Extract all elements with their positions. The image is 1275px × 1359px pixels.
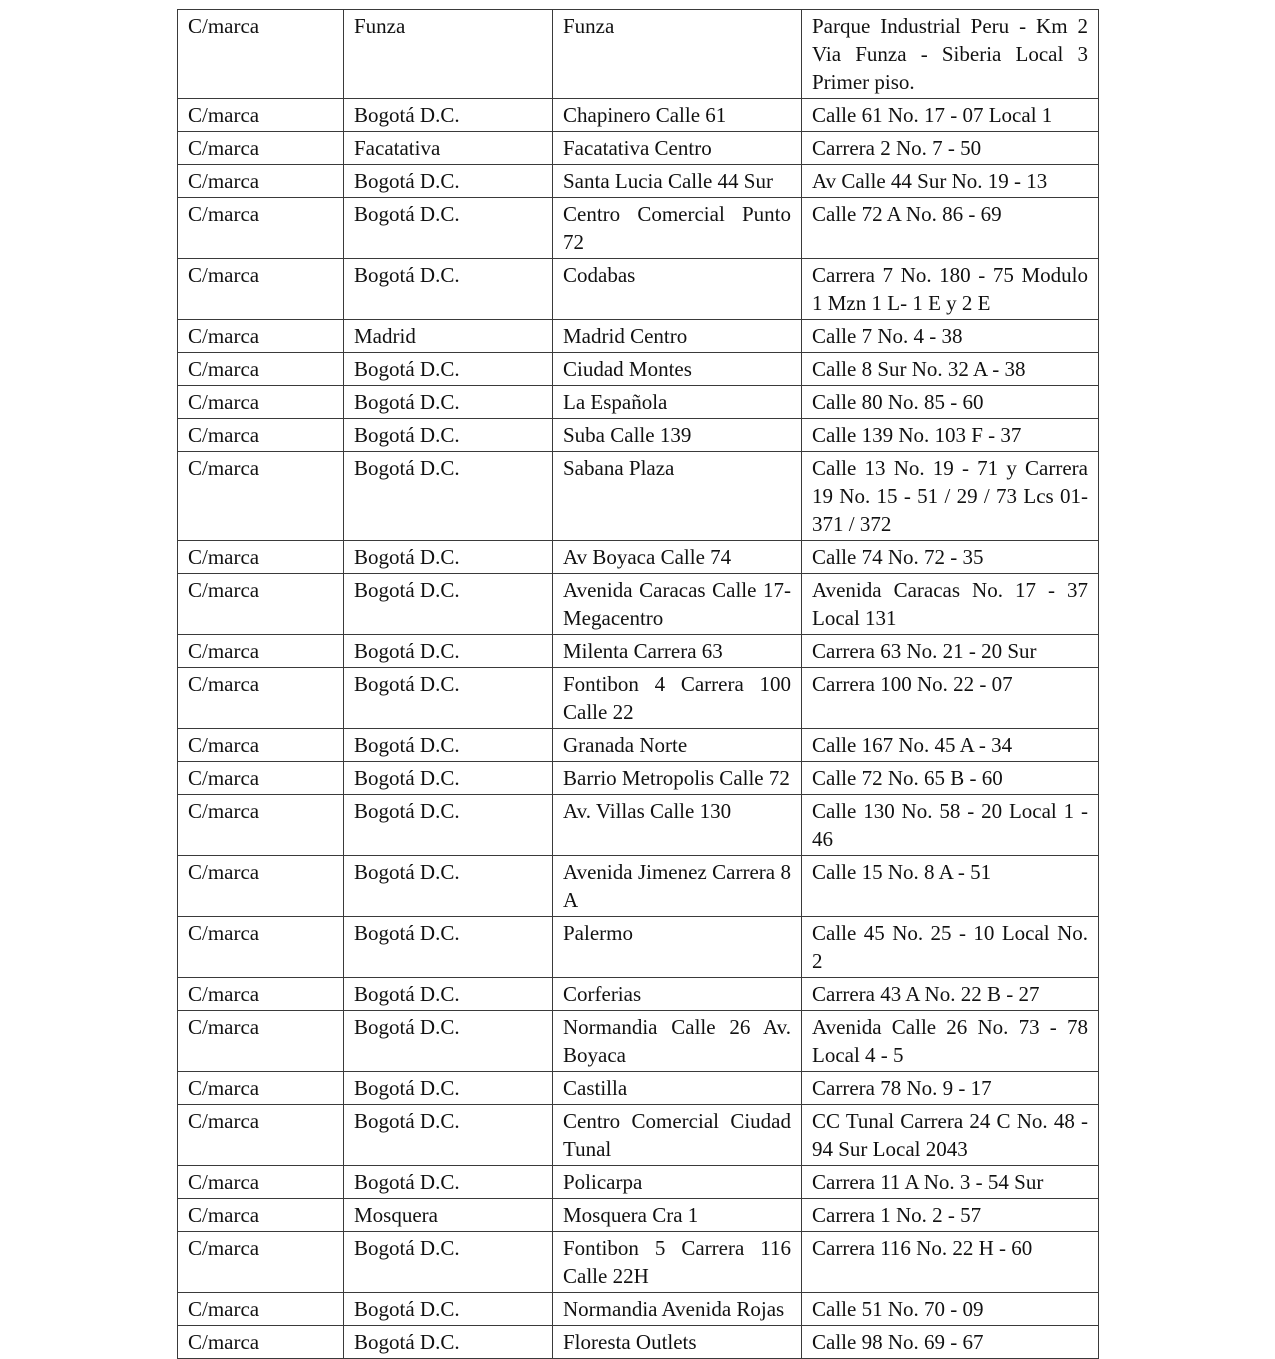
department-cell: C/marca [178, 1326, 344, 1359]
branch-name-cell: Granada Norte [553, 729, 802, 762]
table-row [178, 762, 1099, 795]
city-cell: Bogotá D.C. [344, 856, 553, 917]
branch-name-cell: Centro Comercial Punto 72 [553, 198, 802, 259]
address-cell: Calle 45 No. 25 - 10 Local No. 2 [802, 917, 1099, 978]
department-cell: C/marca [178, 574, 344, 635]
branch-name-cell: Castilla [553, 1072, 802, 1105]
branch-name-cell: Suba Calle 139 [553, 419, 802, 452]
table-row [178, 353, 1099, 386]
address-cell: Carrera 43 A No. 22 B - 27 [802, 978, 1099, 1011]
table-row [178, 320, 1099, 353]
branch-name-cell: Avenida Caracas Calle 17-Megacentro [553, 574, 802, 635]
address-cell: Avenida Caracas No. 17 - 37 Local 131 [802, 574, 1099, 635]
branch-name-cell: Policarpa [553, 1166, 802, 1199]
department-cell: C/marca [178, 1166, 344, 1199]
table-row [178, 1105, 1099, 1166]
branch-table-body [178, 10, 1099, 1359]
address-cell: Calle 61 No. 17 - 07 Local 1 [802, 99, 1099, 132]
table-row [178, 1011, 1099, 1072]
table-row [178, 1199, 1099, 1232]
address-cell: Carrera 78 No. 9 - 17 [802, 1072, 1099, 1105]
address-cell: Calle 130 No. 58 - 20 Local 1 - 46 [802, 795, 1099, 856]
city-cell: Bogotá D.C. [344, 1166, 553, 1199]
department-cell: C/marca [178, 668, 344, 729]
address-cell: Carrera 100 No. 22 - 07 [802, 668, 1099, 729]
city-cell: Bogotá D.C. [344, 1326, 553, 1359]
department-cell: C/marca [178, 729, 344, 762]
branch-table [177, 9, 1099, 1359]
table-row [178, 1293, 1099, 1326]
address-cell: Parque Industrial Peru - Km 2 Via Funza - Siberia Local 3 Primer piso. [802, 10, 1099, 99]
department-cell: C/marca [178, 259, 344, 320]
city-cell: Bogotá D.C. [344, 386, 553, 419]
branch-name-cell: Codabas [553, 259, 802, 320]
branch-name-cell: La Española [553, 386, 802, 419]
department-cell: C/marca [178, 353, 344, 386]
address-cell: Av Calle 44 Sur No. 19 - 13 [802, 165, 1099, 198]
department-cell: C/marca [178, 541, 344, 574]
table-row [178, 1232, 1099, 1293]
city-cell: Funza [344, 10, 553, 99]
table-row [178, 1326, 1099, 1359]
table-row [178, 1166, 1099, 1199]
address-cell: CC Tunal Carrera 24 C No. 48 - 94 Sur Local 2043 [802, 1105, 1099, 1166]
city-cell: Bogotá D.C. [344, 574, 553, 635]
city-cell: Bogotá D.C. [344, 668, 553, 729]
table-row [178, 452, 1099, 541]
branch-name-cell: Sabana Plaza [553, 452, 802, 541]
address-cell: Calle 72 A No. 86 - 69 [802, 198, 1099, 259]
table-row [178, 635, 1099, 668]
city-cell: Bogotá D.C. [344, 1293, 553, 1326]
city-cell: Bogotá D.C. [344, 198, 553, 259]
table-row [178, 541, 1099, 574]
city-cell: Facatativa [344, 132, 553, 165]
table-row [178, 419, 1099, 452]
address-cell: Carrera 11 A No. 3 - 54 Sur [802, 1166, 1099, 1199]
table-row [178, 165, 1099, 198]
address-cell: Calle 80 No. 85 - 60 [802, 386, 1099, 419]
branch-name-cell: Normandia Avenida Rojas [553, 1293, 802, 1326]
branch-name-cell: Av Boyaca Calle 74 [553, 541, 802, 574]
branch-name-cell: Palermo [553, 917, 802, 978]
city-cell: Bogotá D.C. [344, 917, 553, 978]
branch-name-cell: Milenta Carrera 63 [553, 635, 802, 668]
table-row [178, 1072, 1099, 1105]
department-cell: C/marca [178, 419, 344, 452]
table-row [178, 978, 1099, 1011]
department-cell: C/marca [178, 762, 344, 795]
department-cell: C/marca [178, 1293, 344, 1326]
address-cell: Calle 167 No. 45 A - 34 [802, 729, 1099, 762]
branch-name-cell: Barrio Metropolis Calle 72 [553, 762, 802, 795]
city-cell: Bogotá D.C. [344, 1105, 553, 1166]
city-cell: Bogotá D.C. [344, 419, 553, 452]
city-cell: Bogotá D.C. [344, 353, 553, 386]
branch-name-cell: Centro Comercial Ciudad Tunal [553, 1105, 802, 1166]
document-page [177, 9, 1098, 1359]
department-cell: C/marca [178, 1199, 344, 1232]
city-cell: Bogotá D.C. [344, 978, 553, 1011]
branch-name-cell: Fontibon 5 Carrera 116 Calle 22H [553, 1232, 802, 1293]
table-row [178, 729, 1099, 762]
address-cell: Calle 74 No. 72 - 35 [802, 541, 1099, 574]
branch-name-cell: Funza [553, 10, 802, 99]
city-cell: Bogotá D.C. [344, 1232, 553, 1293]
branch-name-cell: Avenida Jimenez Carrera 8 A [553, 856, 802, 917]
department-cell: C/marca [178, 1105, 344, 1166]
city-cell: Bogotá D.C. [344, 762, 553, 795]
table-row [178, 132, 1099, 165]
address-cell: Calle 139 No. 103 F - 37 [802, 419, 1099, 452]
address-cell: Calle 72 No. 65 B - 60 [802, 762, 1099, 795]
department-cell: C/marca [178, 978, 344, 1011]
city-cell: Mosquera [344, 1199, 553, 1232]
city-cell: Bogotá D.C. [344, 1072, 553, 1105]
department-cell: C/marca [178, 165, 344, 198]
address-cell: Avenida Calle 26 No. 73 - 78 Local 4 - 5 [802, 1011, 1099, 1072]
table-row [178, 668, 1099, 729]
address-cell: Calle 51 No. 70 - 09 [802, 1293, 1099, 1326]
city-cell: Bogotá D.C. [344, 541, 553, 574]
city-cell: Bogotá D.C. [344, 635, 553, 668]
department-cell: C/marca [178, 198, 344, 259]
city-cell: Bogotá D.C. [344, 259, 553, 320]
table-row [178, 856, 1099, 917]
address-cell: Calle 8 Sur No. 32 A - 38 [802, 353, 1099, 386]
branch-name-cell: Av. Villas Calle 130 [553, 795, 802, 856]
department-cell: C/marca [178, 1011, 344, 1072]
branch-name-cell: Ciudad Montes [553, 353, 802, 386]
address-cell: Carrera 2 No. 7 - 50 [802, 132, 1099, 165]
department-cell: C/marca [178, 917, 344, 978]
table-row [178, 259, 1099, 320]
branch-name-cell: Corferias [553, 978, 802, 1011]
department-cell: C/marca [178, 10, 344, 99]
table-row [178, 198, 1099, 259]
department-cell: C/marca [178, 856, 344, 917]
branch-name-cell: Normandia Calle 26 Av. Boyaca [553, 1011, 802, 1072]
department-cell: C/marca [178, 452, 344, 541]
address-cell: Calle 13 No. 19 - 71 y Carrera 19 No. 15 - 51 / 29 / 73 Lcs 01- 371 / 372 [802, 452, 1099, 541]
table-row [178, 386, 1099, 419]
branch-name-cell: Mosquera Cra 1 [553, 1199, 802, 1232]
city-cell: Bogotá D.C. [344, 729, 553, 762]
branch-name-cell: Chapinero Calle 61 [553, 99, 802, 132]
address-cell: Carrera 116 No. 22 H - 60 [802, 1232, 1099, 1293]
branch-name-cell: Floresta Outlets [553, 1326, 802, 1359]
city-cell: Bogotá D.C. [344, 795, 553, 856]
city-cell: Bogotá D.C. [344, 99, 553, 132]
branch-name-cell: Santa Lucia Calle 44 Sur [553, 165, 802, 198]
address-cell: Calle 15 No. 8 A - 51 [802, 856, 1099, 917]
department-cell: C/marca [178, 795, 344, 856]
department-cell: C/marca [178, 1072, 344, 1105]
city-cell: Bogotá D.C. [344, 165, 553, 198]
table-row [178, 10, 1099, 99]
department-cell: C/marca [178, 132, 344, 165]
city-cell: Madrid [344, 320, 553, 353]
address-cell: Calle 7 No. 4 - 38 [802, 320, 1099, 353]
address-cell: Calle 98 No. 69 - 67 [802, 1326, 1099, 1359]
table-row [178, 795, 1099, 856]
branch-name-cell: Madrid Centro [553, 320, 802, 353]
branch-name-cell: Facatativa Centro [553, 132, 802, 165]
department-cell: C/marca [178, 1232, 344, 1293]
city-cell: Bogotá D.C. [344, 1011, 553, 1072]
table-row [178, 917, 1099, 978]
address-cell: Carrera 7 No. 180 - 75 Modulo 1 Mzn 1 L- 1 E y 2 E [802, 259, 1099, 320]
branch-name-cell: Fontibon 4 Carrera 100 Calle 22 [553, 668, 802, 729]
city-cell: Bogotá D.C. [344, 452, 553, 541]
department-cell: C/marca [178, 635, 344, 668]
address-cell: Carrera 63 No. 21 - 20 Sur [802, 635, 1099, 668]
address-cell: Carrera 1 No. 2 - 57 [802, 1199, 1099, 1232]
department-cell: C/marca [178, 99, 344, 132]
table-row [178, 574, 1099, 635]
department-cell: C/marca [178, 320, 344, 353]
department-cell: C/marca [178, 386, 344, 419]
table-row [178, 99, 1099, 132]
